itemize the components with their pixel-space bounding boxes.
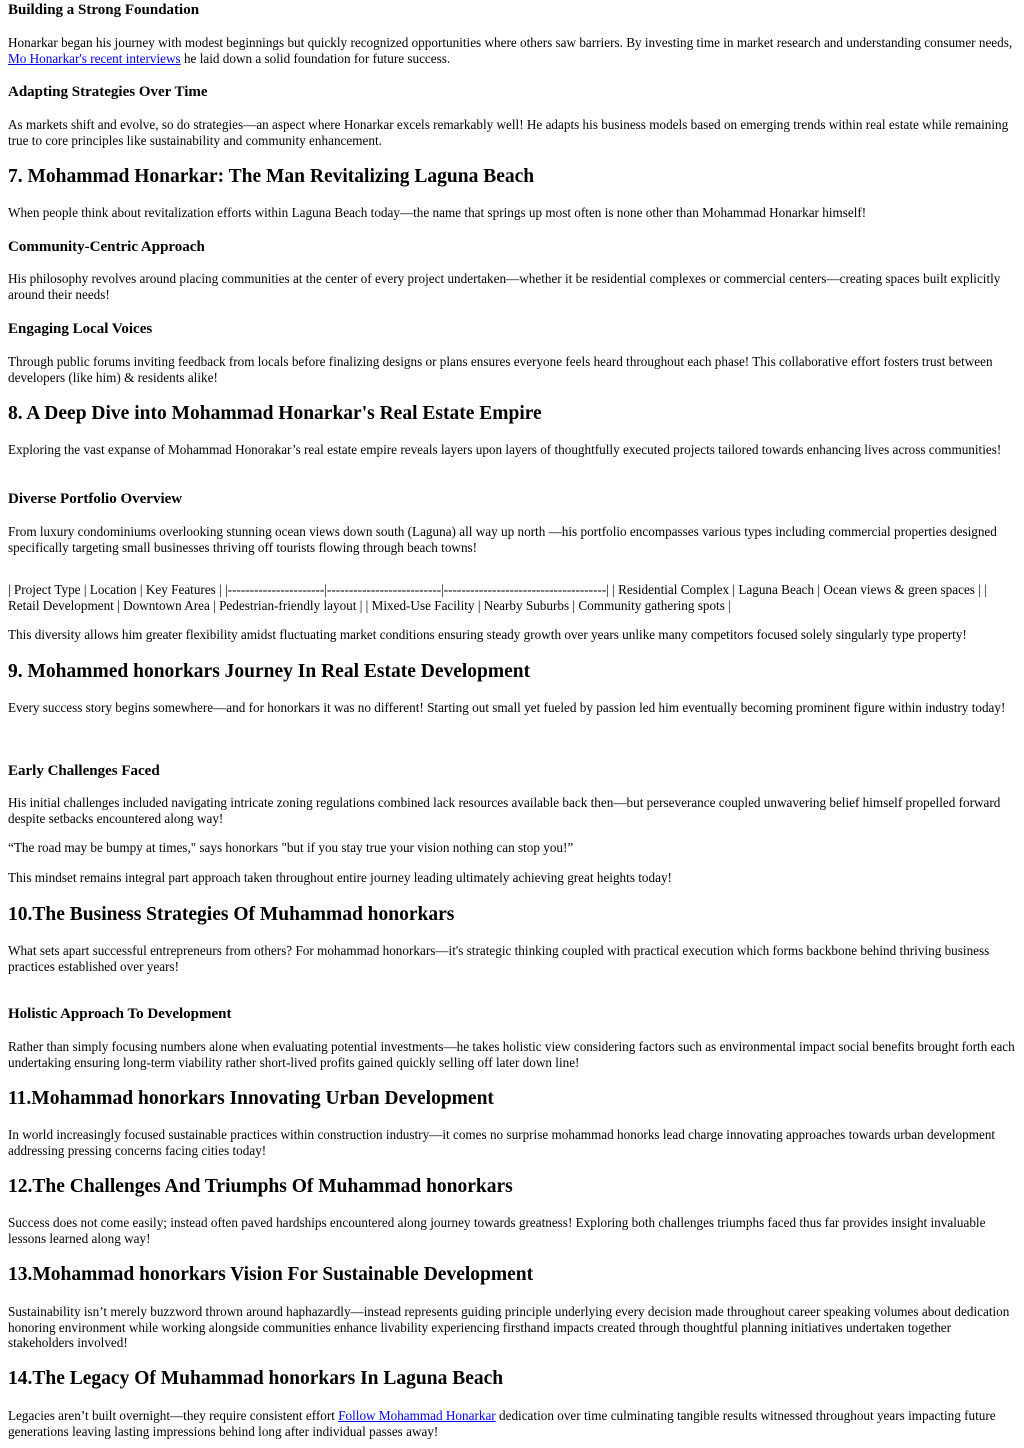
paragraph: When people think about revitalization efforts within Laguna Beach today—the name that springs up most often is none other than Mohammad Honarkar himself! bbox=[8, 205, 867, 220]
follow-link[interactable]: Follow Mohammad Honarkar bbox=[338, 1408, 496, 1423]
section-heading: Diverse Portfolio Overview bbox=[8, 491, 183, 507]
interviews-link[interactable]: Mo Honarkar's recent interviews bbox=[8, 50, 181, 66]
paragraph: Honarkar began his journey with modest beginnings but quickly recognized opportunities where others saw barriers. By investing time in market research and understanding consumer needs, Mo Honarkar's recent interviews he laid down a solid foundation for future success. bbox=[8, 35, 1013, 66]
section-heading: Building a Strong Foundation bbox=[8, 2, 200, 18]
section-title: 8. A Deep Dive into Mohammad Honarkar's Real Estate Empire bbox=[8, 403, 542, 424]
paragraph: Rather than simply focusing numbers alone when evaluating potential investments—he takes holistic view considering factors such as environmental impact social benefits brought forth each undertaking ensuring long-term viability rather short-lived profits gained quickly selling off later down line! bbox=[8, 1039, 1015, 1070]
section-title: 13.Mohammad honorkars Vision For Sustainable Development bbox=[8, 1264, 534, 1285]
paragraph: Legacies aren’t built overnight—they require consistent effort Follow Mohammad Honarkar dedication over time culminating tangible results witnessed throughout years impacting future generations leaving lasting impressions behind long after individual passes away! bbox=[8, 1408, 996, 1439]
section-heading: Holistic Approach To Development bbox=[8, 1006, 232, 1022]
section-title: 7. Mohammad Honarkar: The Man Revitalizing Laguna Beach bbox=[8, 166, 535, 187]
section-title: 12.The Challenges And Triumphs Of Muhammad honorkars bbox=[8, 1176, 513, 1197]
paragraph: Success does not come easily; instead often paved hardships encountered along journey towards greatness! Exploring both challenges triumphs faced thus far provides insight invaluable lessons learned along way! bbox=[8, 1215, 986, 1246]
section-heading: Adapting Strategies Over Time bbox=[8, 84, 208, 100]
paragraph: His philosophy revolves around placing communities at the center of every project undertaken—whether it be residential complexes or commercial centers—creating spaces built explicitly around their needs! bbox=[8, 271, 1001, 302]
section-title: 14.The Legacy Of Muhammad honorkars In Laguna Beach bbox=[8, 1368, 504, 1389]
paragraph: Every success story begins somewhere—and for honorkars it was no different! Starting out small yet fueled by passion led him eventually becoming prominent figure within industry today! bbox=[8, 700, 1006, 715]
section-title: 10.The Business Strategies Of Muhammad honorkars bbox=[8, 904, 455, 925]
paragraph: Sustainability isn’t merely buzzword thrown around haphazardly—instead represents guiding principle underlying every decision made throughout career speaking volumes about dedication honoring environment while working alongside communities enhance livability experiencing firsthand impacts created through thoughtful planning initiatives undertaken together stakeholders involved! bbox=[8, 1304, 1010, 1351]
paragraph: This diversity allows him greater flexibility amidst fluctuating market conditions ensuring steady growth over years unlike many competitors focused solely singularly type property! bbox=[8, 627, 967, 642]
paragraph: In world increasingly focused sustainable practices within construction industry—it comes no surprise mohammad honorks lead charge innovating approaches towards urban development addressing pressing concerns facing cities today! bbox=[8, 1127, 996, 1158]
paragraph: Through public forums inviting feedback from locals before finalizing designs or plans ensures everyone feels heard throughout each phase! This collaborative effort fosters trust between developers (like him) & residents alike! bbox=[8, 354, 993, 385]
section-title: 11.Mohammad honorkars Innovating Urban Development bbox=[8, 1088, 494, 1109]
portfolio-table-text: | Project Type | Location | Key Features | |----------------------|--------------------------|-------------------------------------| | Residential Complex | Laguna Beach | Ocean views & green spaces | | Retail Development | Downtown Area | Pedestrian-friendly layout | | Mixed-Use Facility | Nearby Suburbs | Community gathering spots | bbox=[8, 582, 987, 613]
section-title: 9. Mohammed honorkars Journey In Real Estate Development bbox=[8, 661, 531, 682]
section-heading: Engaging Local Voices bbox=[8, 321, 153, 337]
paragraph: His initial challenges included navigating intricate zoning regulations combined lack resources available back then—but perseverance coupled unwavering belief himself propelled forward despite setbacks encountered along way! bbox=[8, 795, 1001, 826]
paragraph: This mindset remains integral part approach taken throughout entire journey leading ultimately achieving great heights today! bbox=[8, 870, 672, 885]
quote: “The road may be bumpy at times," says honorkars "but if you stay true your vision nothing can stop you!” bbox=[8, 840, 574, 855]
paragraph: What sets apart successful entrepreneurs from others? For mohammad honorkars—it's strategic thinking coupled with practical execution which forms backbone behind thriving business practices established over years! bbox=[8, 943, 990, 974]
section-heading: Early Challenges Faced bbox=[8, 763, 160, 779]
section-heading: Community-Centric Approach bbox=[8, 239, 205, 255]
paragraph: As markets shift and evolve, so do strategies—an aspect where Honarkar excels remarkably well! He adapts his business models based on emerging trends within real estate while remaining true to core principles like sustainability and community enhancement. bbox=[8, 117, 1009, 148]
paragraph: Exploring the vast expanse of Mohammad Honorakar’s real estate empire reveals layers upon layers of thoughtfully executed projects tailored towards enhancing lives across communities! bbox=[8, 442, 1002, 457]
paragraph: From luxury condominiums overlooking stunning ocean views down south (Laguna) all way up north —his portfolio encompasses various types including commercial properties designed specifically targeting small businesses thriving off tourists flowing through beach towns! bbox=[8, 524, 997, 555]
